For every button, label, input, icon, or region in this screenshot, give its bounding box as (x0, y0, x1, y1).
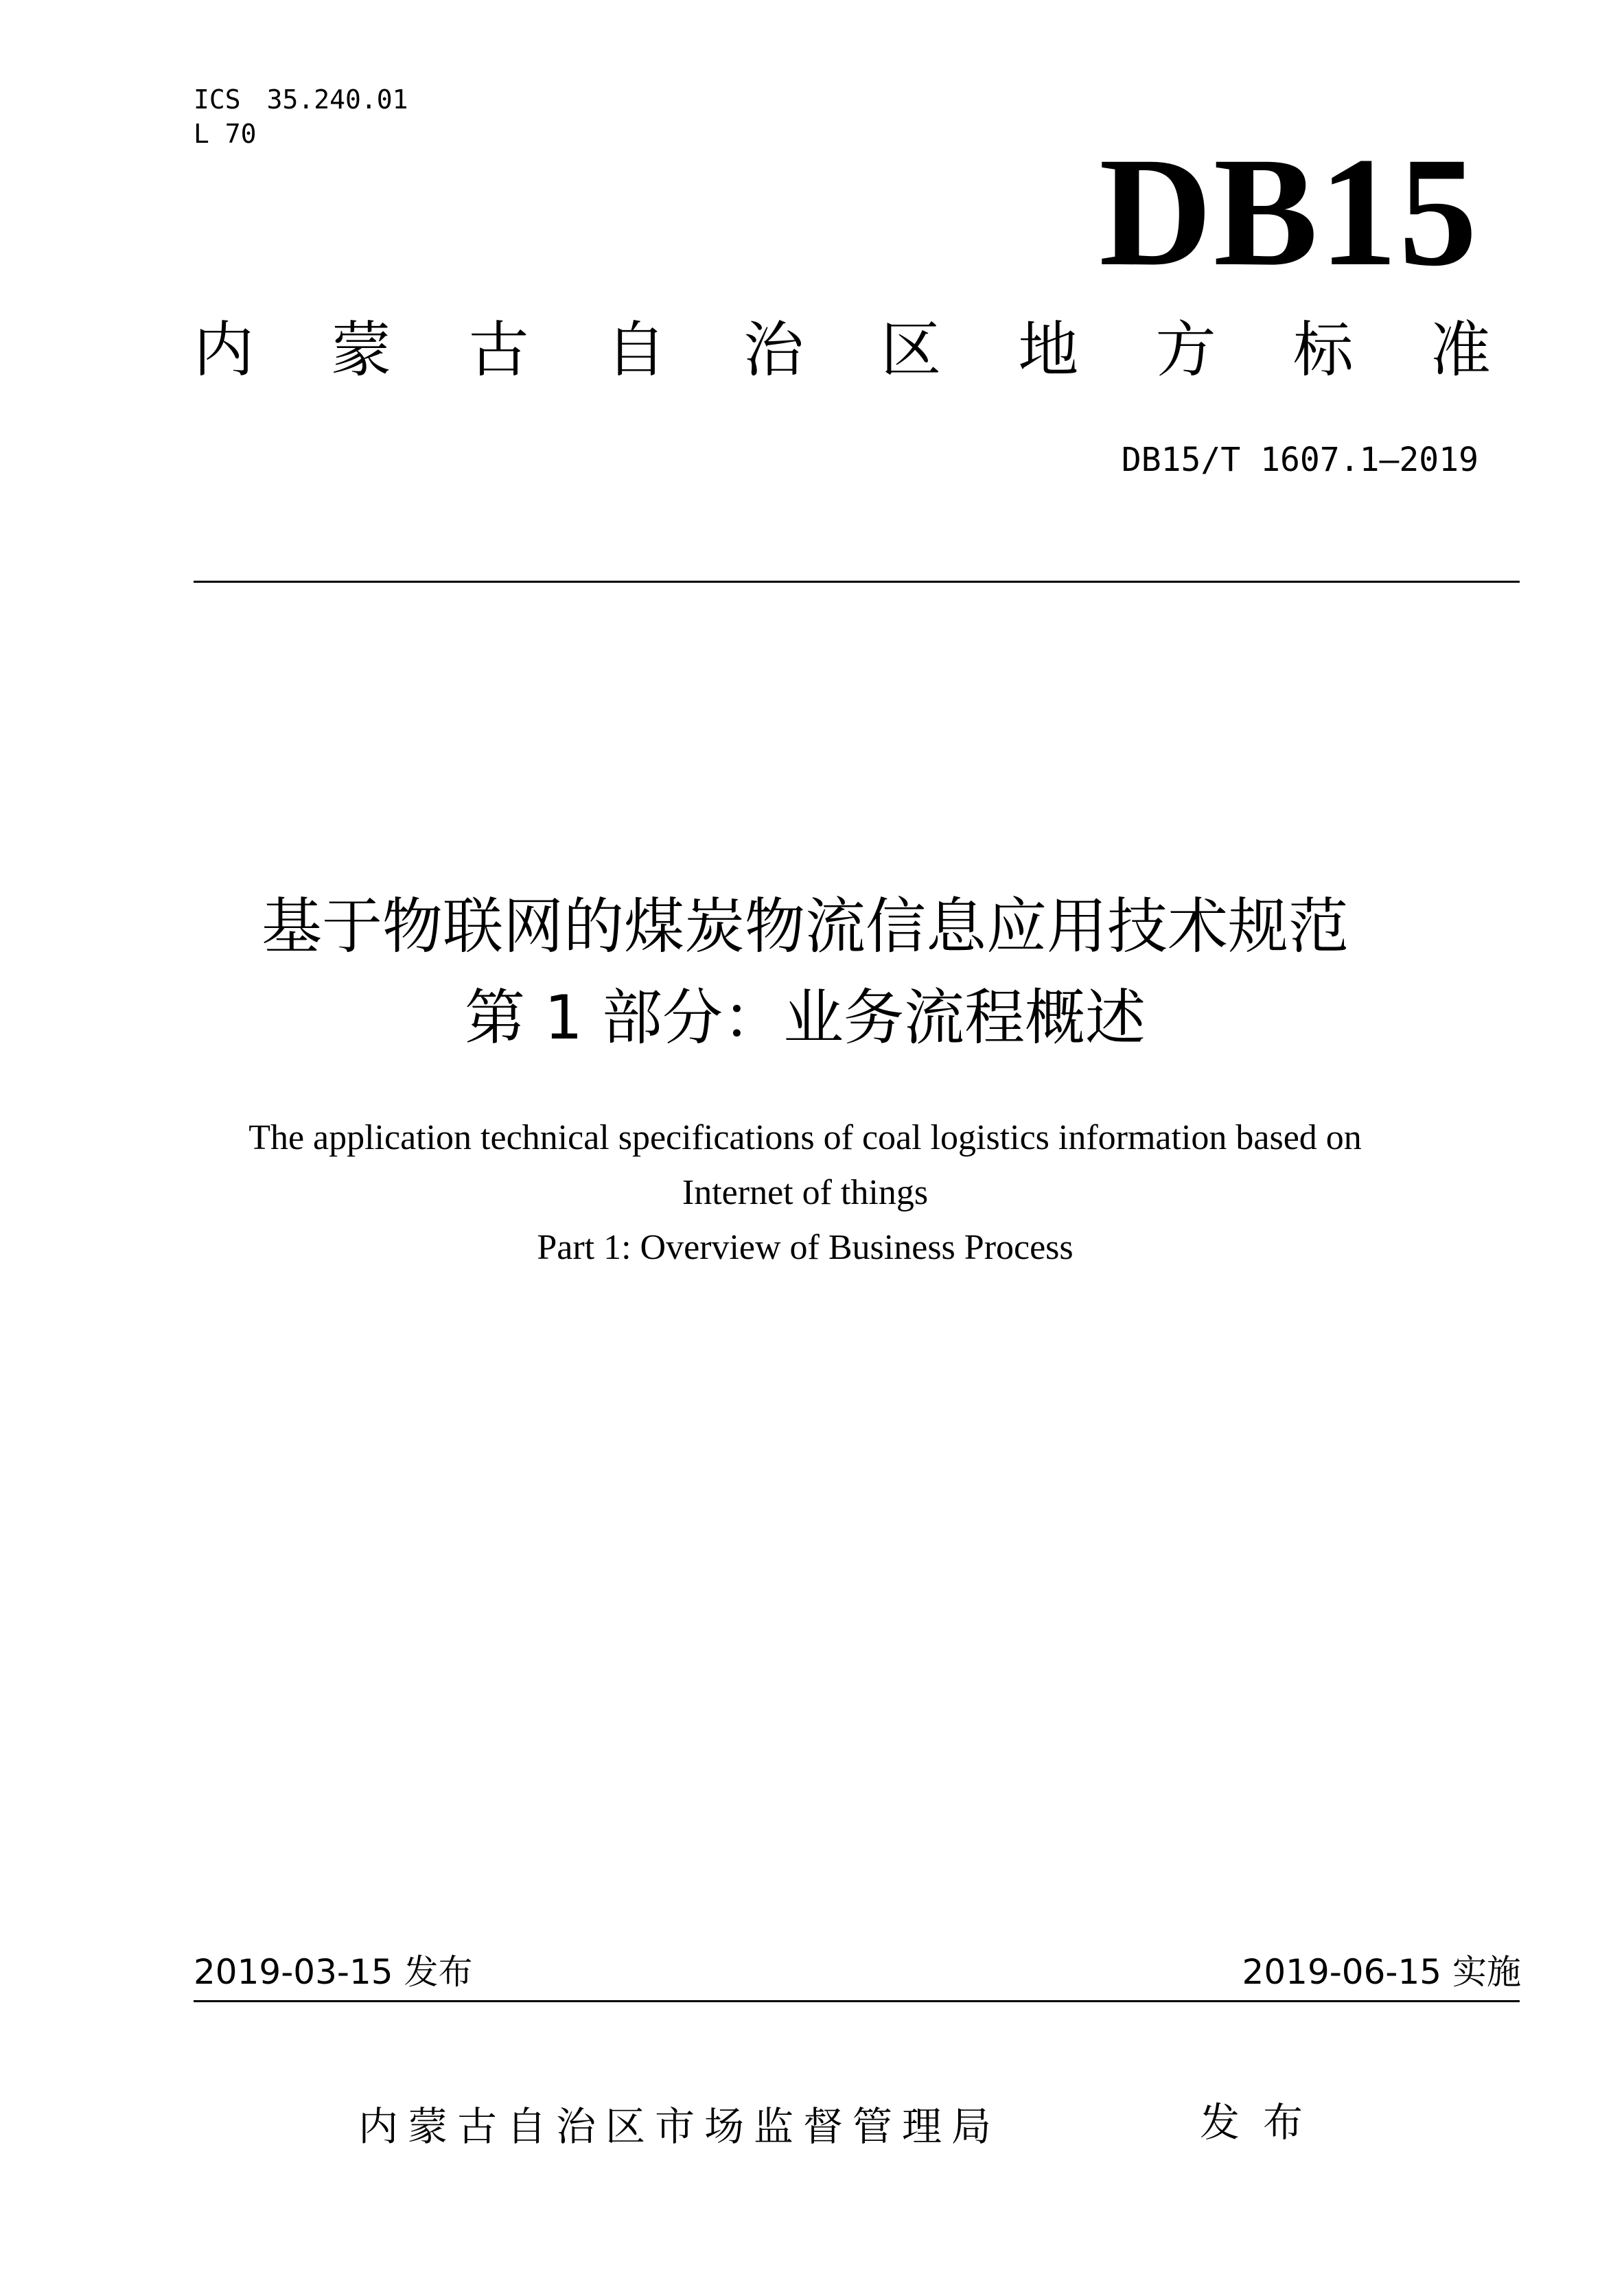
standard-type-char: 治 (743, 314, 804, 385)
standard-type-char: 内 (194, 314, 255, 385)
standard-type-char: 古 (468, 314, 529, 385)
chinese-title-line-2: 第 1 部分：业务流程概述 (465, 982, 1146, 1053)
standard-type-char: 蒙 (331, 314, 392, 385)
standard-type-heading (194, 312, 1491, 388)
standard-type-char: 自 (605, 314, 666, 385)
classification-codes (194, 82, 408, 151)
standard-number: DB15/T 1607.1—2019 (1121, 441, 1478, 479)
top-divider (194, 581, 1520, 583)
english-title-line-3: Part 1: Overview of Business Process (537, 1228, 1074, 1267)
standard-type-char: 方 (1155, 314, 1216, 385)
ccs-code: L 70 (194, 119, 257, 149)
english-title-line-1: The application technical specifications of coal logistics information based on (248, 1118, 1362, 1157)
standard-type-char: 地 (1018, 314, 1079, 385)
standard-logo: DB15 (1099, 126, 1478, 299)
ics-code: ICS 35.240.01 (194, 84, 408, 115)
standard-type-char: 区 (881, 314, 942, 385)
chinese-title-line-1: 基于物联网的煤炭物流信息应用技术规范 (261, 891, 1349, 962)
standard-type-char: 准 (1430, 314, 1491, 385)
publish-label: 发布 (1200, 2099, 1327, 2146)
issuing-authority: 内蒙古自治区市场监督管理局 (358, 2103, 1001, 2150)
english-title-line-2: Internet of things (682, 1173, 929, 1212)
implementation-date: 2019-06-15 实施 (1242, 1952, 1521, 1992)
issue-date: 2019-03-15 发布 (194, 1952, 473, 1992)
standard-type-char: 标 (1292, 314, 1354, 385)
bottom-divider (194, 2000, 1520, 2002)
